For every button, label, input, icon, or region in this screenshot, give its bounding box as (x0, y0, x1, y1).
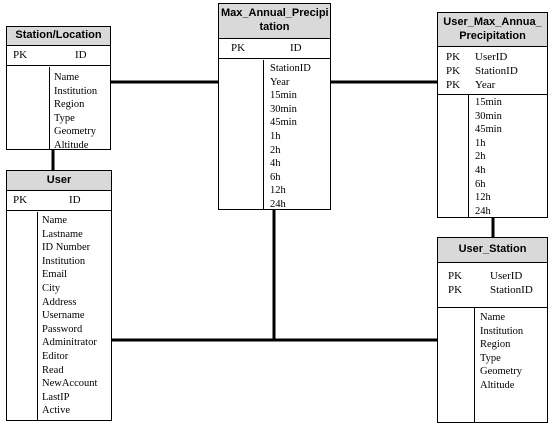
attribute-item: 45min (475, 124, 502, 136)
attribute-item: Institution (42, 255, 86, 267)
attribute-item: Type (54, 112, 75, 124)
attribute-item: Region (480, 339, 511, 351)
entity-body (219, 60, 330, 209)
entity-title (438, 13, 547, 47)
pk-label: PK (448, 270, 463, 282)
entity-title: User (7, 171, 111, 191)
attribute-item: Geometry (480, 366, 522, 378)
entity-body (438, 95, 547, 217)
attribute-item: Altitude (480, 379, 515, 391)
attribute-item: 1h (270, 130, 281, 142)
attribute-list (54, 71, 97, 153)
pk-field: ID (69, 194, 81, 206)
attribute-item: Adminitrator (42, 337, 97, 349)
attribute-item: Altitude (54, 139, 89, 151)
attribute-item: 45min (270, 117, 297, 129)
pk-label: PK (231, 42, 246, 54)
entity-title-line: User_Max_Annua_ (443, 16, 542, 28)
attribute-item: 24h (270, 198, 286, 210)
entity-max-annual-precipitation (218, 3, 331, 210)
attribute-item: 24h (475, 205, 491, 217)
pk-fields (475, 50, 518, 92)
attribute-item: Read (42, 364, 64, 376)
attribute-item: 4h (270, 158, 281, 170)
pk-label: PK (13, 194, 28, 206)
attribute-item: 6h (475, 178, 486, 190)
pk-label: PK (446, 79, 461, 91)
pk-label: PK (446, 65, 461, 77)
attribute-item: Editor (42, 350, 69, 362)
pk-labels (446, 50, 460, 92)
attribute-list (480, 311, 523, 393)
attribute-item: Active (42, 405, 70, 417)
column-divider (49, 67, 50, 149)
attribute-item: StationID (270, 63, 311, 74)
pk-field: ID (290, 42, 302, 54)
entity-user (6, 170, 112, 421)
attribute-item: Geometry (54, 126, 96, 138)
attribute-item: NewAccount (42, 378, 98, 390)
attribute-item: 2h (475, 151, 486, 163)
entity-title-line: tation (259, 21, 290, 33)
attribute-item: Email (42, 269, 68, 281)
entity-user-station (437, 237, 548, 423)
pk-field: UserID (490, 270, 523, 282)
entity-body (7, 67, 110, 149)
pk-fields (490, 269, 533, 297)
attribute-item: 2h (270, 144, 281, 156)
pk-row (219, 39, 330, 59)
attribute-item: Address (42, 296, 77, 308)
pk-field: StationID (490, 284, 533, 296)
column-divider (37, 212, 38, 420)
attribute-list (42, 214, 97, 418)
entity-body (7, 212, 111, 420)
pk-row (438, 47, 547, 95)
entity-title-line: Max_Annual_Precipi (221, 7, 329, 19)
pk-label: PK (446, 51, 461, 63)
attribute-item: City (42, 282, 61, 294)
column-divider (468, 95, 469, 217)
pk-field: Year (475, 79, 496, 91)
attribute-item: Password (42, 323, 83, 335)
column-divider (474, 308, 475, 422)
pk-row (438, 263, 547, 308)
attribute-item: 12h (475, 192, 491, 204)
attribute-item: Name (480, 312, 506, 323)
attribute-item: LastIP (42, 391, 70, 403)
attribute-item: Institution (480, 325, 524, 337)
attribute-item: Year (270, 76, 290, 88)
pk-labels (448, 269, 462, 297)
attribute-list (270, 62, 311, 212)
column-divider (263, 60, 264, 209)
entity-title: Station/Location (7, 27, 110, 46)
pk-row (7, 191, 111, 211)
attribute-item: 6h (270, 171, 281, 183)
attribute-item: Region (54, 99, 85, 111)
attribute-item: 15min (270, 90, 297, 102)
attribute-item: 4h (475, 164, 486, 176)
attribute-item: ID Number (42, 242, 91, 254)
pk-field: UserID (475, 51, 508, 63)
attribute-item: Name (54, 72, 80, 83)
attribute-item: Institution (54, 85, 98, 97)
attribute-item: Type (480, 352, 501, 364)
pk-label: PK (13, 49, 28, 61)
entity-body (438, 308, 547, 422)
pk-row (7, 46, 110, 66)
entity-title-line: Precipitation (459, 30, 526, 42)
pk-field: ID (75, 49, 87, 61)
pk-label: PK (448, 284, 463, 296)
attribute-item: 1h (475, 137, 486, 149)
entity-user-max-annual-precipitation (437, 12, 548, 218)
attribute-item: Name (42, 215, 68, 226)
attribute-item: 30min (270, 103, 297, 115)
entity-title: User_Station (438, 238, 547, 263)
attribute-item: Username (42, 310, 85, 322)
attribute-item: 15min (475, 97, 502, 108)
entity-station-location (6, 26, 111, 150)
attribute-list (475, 96, 502, 218)
attribute-item: 30min (475, 110, 502, 122)
attribute-item: 12h (270, 185, 286, 197)
entity-title (219, 4, 330, 39)
pk-field: StationID (475, 65, 518, 77)
attribute-item: Lastname (42, 228, 83, 240)
